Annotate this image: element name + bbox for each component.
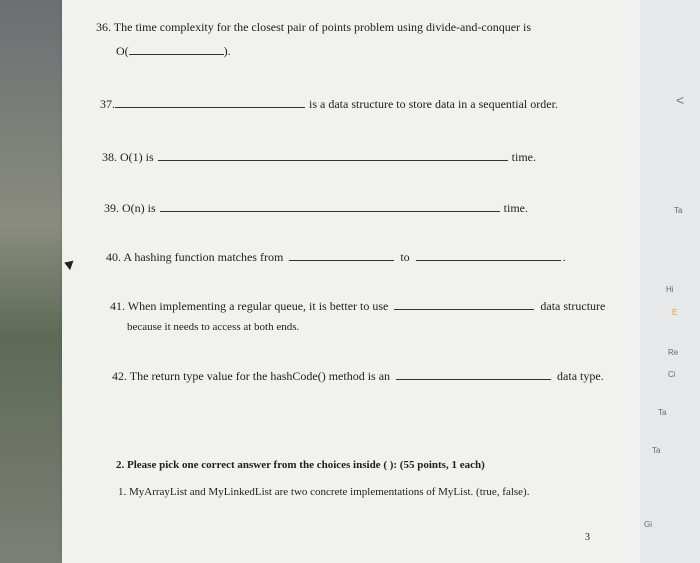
panel-item[interactable]: Ci <box>668 370 676 379</box>
panel-item[interactable]: Re <box>668 348 679 357</box>
page-number: 3 <box>585 532 590 543</box>
question-38: 38. O(1) is time. <box>102 150 536 164</box>
question-41-line2: because it needs to access at both ends. <box>127 321 300 333</box>
answer-blank-42[interactable] <box>396 378 551 380</box>
answer-blank-36[interactable] <box>129 53 224 55</box>
answer-blank-41[interactable] <box>394 308 534 310</box>
question-41: 41. When implementing a regular queue, it is better to use data structure <box>110 299 606 313</box>
right-side-panel <box>640 0 700 563</box>
panel-item[interactable]: Ta <box>658 408 667 417</box>
answer-blank-39[interactable] <box>160 210 500 212</box>
chevron-left-icon[interactable]: < <box>676 92 685 108</box>
exam-page <box>62 0 640 563</box>
question-37: 37. is a data structure to store data in a sequential order. <box>100 97 558 111</box>
question-36-answer: O( ). <box>116 44 231 58</box>
answer-blank-40a[interactable] <box>289 259 394 261</box>
panel-item[interactable]: Ta <box>652 446 661 455</box>
question-42: 42. The return type value for the hashCode() method is an data type. <box>112 369 604 383</box>
section-2-heading: 2. Please pick one correct answer from the choices inside ( ): (55 points, 1 each) <box>116 459 485 471</box>
panel-item[interactable]: Gi <box>644 520 652 529</box>
question-36-text: 36. The time complexity for the closest pair of points problem using divide-and-conquer is <box>96 20 532 34</box>
background-left <box>0 0 70 563</box>
question-39: 39. O(n) is time. <box>104 201 528 215</box>
panel-item[interactable]: Hi <box>666 285 674 294</box>
question-36 <box>96 20 531 35</box>
panel-item[interactable]: Ta <box>674 206 683 215</box>
question-40: 40. A hashing function matches from to . <box>106 250 566 264</box>
answer-blank-37[interactable] <box>115 106 305 108</box>
panel-item[interactable]: E <box>672 308 678 317</box>
answer-blank-38[interactable] <box>158 159 508 161</box>
answer-blank-40b[interactable] <box>416 259 561 261</box>
section-2-item-1: 1. MyArrayList and MyLinkedList are two concrete implementations of MyList. (true, false). <box>118 486 530 498</box>
